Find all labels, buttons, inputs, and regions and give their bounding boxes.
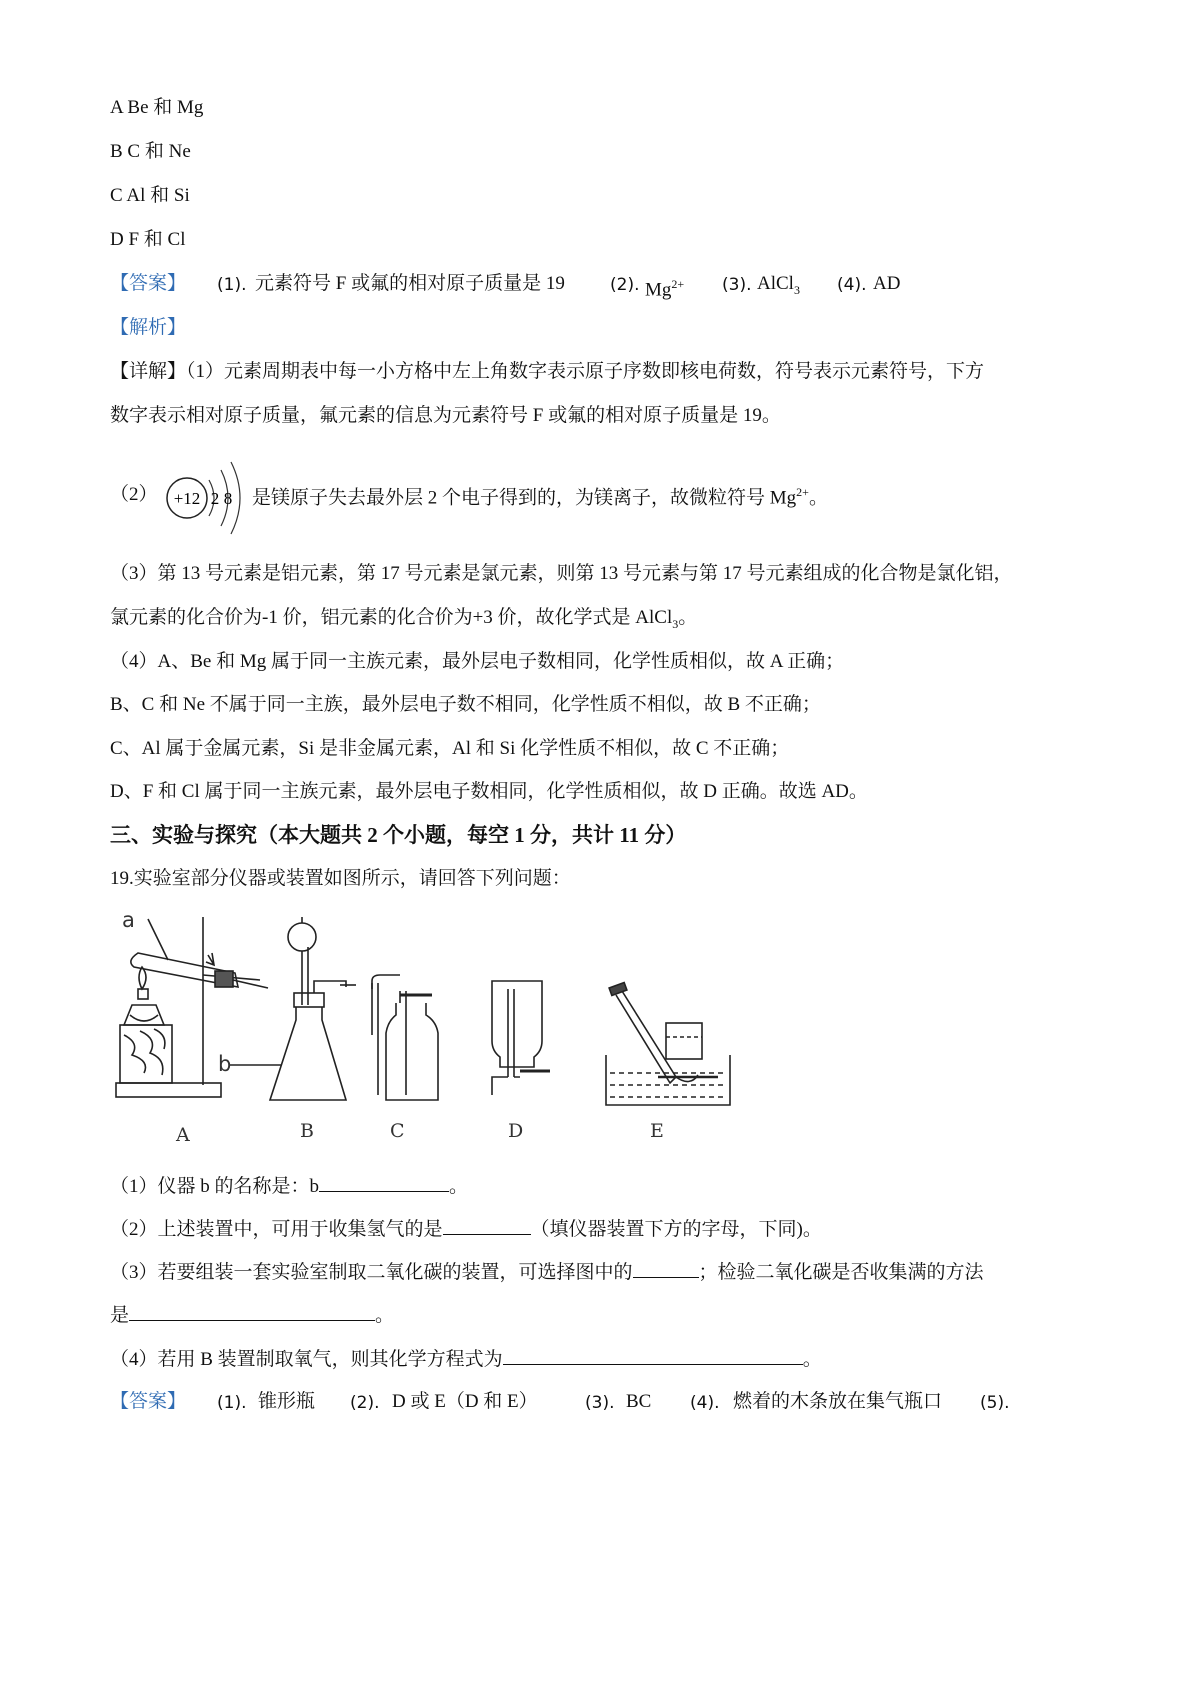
apparatus-c bbox=[372, 975, 438, 1100]
answer2-part-1-num: (1). bbox=[217, 1393, 247, 1413]
ion-shell-1-count: 2 bbox=[210, 489, 220, 508]
figure-label-a: a bbox=[122, 908, 135, 932]
answer-part-2-num: (2). bbox=[610, 275, 640, 295]
answer2-part-3-num: (3). bbox=[585, 1393, 615, 1413]
detail-line-4: （3）第 13 号元素是铝元素，第 17 号元素是氯元素，则第 13 号元素与第 17 号元素组成的化合物是氯化铝， bbox=[110, 563, 1013, 584]
answer-part-3-text: AlCl$_3$ bbox=[757, 273, 800, 297]
detail-prefix-2: （2） bbox=[110, 484, 158, 505]
detail-line-8: C、Al 属于金属元素，Si 是非金属元素，Al 和 Si 化学性质不相似，故 C 不正确； bbox=[110, 738, 790, 759]
answer-line-2 bbox=[110, 1390, 1110, 1414]
answer-part-4-text: AD bbox=[873, 273, 901, 294]
answer-part-1-text: 元素符号 F 或氟的相对原子质量是 19 bbox=[255, 273, 565, 294]
answer-tag: 【答案】 bbox=[110, 273, 187, 294]
apparatus-b bbox=[230, 917, 356, 1100]
figure-caption-d: D bbox=[508, 1120, 524, 1142]
answer2-part-4-text: 燃着的木条放在集气瓶口 bbox=[733, 1391, 943, 1412]
question-19-sub-2: （2）上述装置中，可用于收集氢气的是 （填仪器装置下方的字母，下同)。 bbox=[110, 1216, 822, 1242]
detail-line-7: B、C 和 Ne 不属于同一主族，最外层电子数不相同，化学性质不相似，故 B 不正确； bbox=[110, 694, 821, 715]
ion-nucleus-charge: +12 bbox=[173, 489, 201, 508]
answer2-part-4-num: (4). bbox=[690, 1393, 720, 1413]
option-b: B C 和 Ne bbox=[110, 141, 191, 162]
answer2-part-2-num: (2). bbox=[350, 1393, 380, 1413]
answer-blank-3[interactable] bbox=[633, 1259, 699, 1278]
answer-part-1-num: (1). bbox=[217, 275, 247, 295]
figure-caption-c: C bbox=[390, 1120, 405, 1142]
answer-tag: 【答案】 bbox=[110, 1391, 187, 1412]
section-heading: 三、实验与探究（本大题共 2 个小题，每空 1 分，共计 11 分） bbox=[110, 823, 687, 847]
detail-line-9: D、F 和 Cl 属于同一主族元素，最外层电子数相同，化学性质相似，故 D 正确。故选 AD。 bbox=[110, 781, 868, 802]
detail-line-5: 氯元素的化合价为-1 价，铝元素的化合价为+3 价，故化学式是 AlCl$_3$。 bbox=[110, 607, 698, 631]
answer2-part-5-num: (5). bbox=[980, 1393, 1010, 1413]
answer2-part-2-text: D 或 E（D 和 E） bbox=[392, 1391, 538, 1412]
apparatus-figure bbox=[110, 905, 750, 1150]
option-a: A Be 和 Mg bbox=[110, 97, 204, 118]
answer-part-3-num: (3). bbox=[722, 275, 752, 295]
question-19-sub-3: （3）若要组装一套实验室制取二氧化碳的装置，可选择图中的 ；检验二氧化碳是否收集满的方法 bbox=[110, 1259, 984, 1285]
answer-blank-4[interactable] bbox=[129, 1302, 375, 1321]
option-d: D F 和 Cl bbox=[110, 229, 186, 250]
detail-line-6: （4）A、Be 和 Mg 属于同一主族元素，最外层电子数相同，化学性质相似，故 A 正确； bbox=[110, 651, 845, 672]
ion-shell-2-count: 8 bbox=[223, 489, 233, 508]
figure-caption-e: E bbox=[650, 1120, 664, 1142]
answer-part-4-num: (4). bbox=[837, 275, 867, 295]
answer2-part-1-text: 锥形瓶 bbox=[258, 1391, 316, 1412]
answer2-part-3-text: BC bbox=[626, 1391, 652, 1412]
answer-line-1 bbox=[110, 272, 1010, 301]
question-19-stem: 19.实验室部分仪器或装置如图所示，请回答下列问题： bbox=[110, 868, 571, 889]
apparatus-e bbox=[606, 983, 730, 1105]
question-19-sub-4: （4）若用 B 装置制取氧气，则其化学方程式为 。 bbox=[110, 1346, 822, 1372]
figure-label-b: b bbox=[218, 1052, 232, 1076]
detail-line-2: 数字表示相对原子质量，氟元素的信息为元素符号 F 或氟的相对原子质量是 19。 bbox=[110, 405, 781, 426]
answer-blank-2[interactable] bbox=[443, 1216, 531, 1235]
apparatus-a bbox=[116, 917, 268, 1097]
answer-part-2-text: $Mg^{2+}$ bbox=[645, 277, 685, 301]
answer-blank-5[interactable] bbox=[503, 1346, 803, 1365]
option-c: C Al 和 Si bbox=[110, 185, 190, 206]
detail-tag: 【详解】 bbox=[110, 361, 187, 382]
mg-ion-structure-diagram bbox=[165, 458, 255, 538]
analysis-tag: 【解析】 bbox=[110, 317, 187, 338]
question-19-sub-3-line-2: 是 。 bbox=[110, 1302, 394, 1328]
answer-blank-1[interactable] bbox=[319, 1173, 449, 1192]
figure-caption-a: A bbox=[176, 1124, 190, 1146]
question-19-sub-1: （1）仪器 b 的名称是：b 。 bbox=[110, 1173, 468, 1199]
detail-line-3: 是镁原子失去最外层 2 个电子得到的，为镁离子，故微粒符号 $Mg^{2+}$。 bbox=[252, 485, 828, 509]
detail-line-1: 【详解】（1）元素周期表中每一小方格中左上角数字表示原子序数即核电荷数，符号表示元素符号，下方 bbox=[110, 361, 985, 382]
figure-caption-b: B bbox=[300, 1120, 314, 1142]
apparatus-d bbox=[492, 981, 550, 1095]
